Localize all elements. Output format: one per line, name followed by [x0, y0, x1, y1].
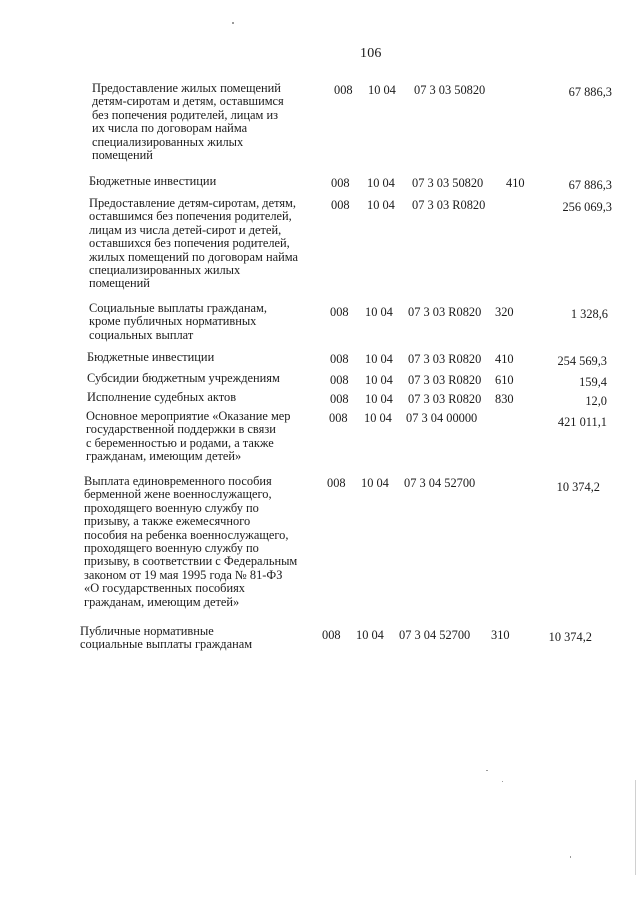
expense-type-code: 410 — [506, 176, 525, 190]
section-code: 10 04 — [365, 305, 393, 319]
row-description: Бюджетные инвестиции — [89, 174, 217, 188]
amount: 254 569,3 — [557, 354, 607, 368]
target-code: 07 3 03 50820 — [412, 176, 484, 190]
section-code: 10 04 — [356, 628, 384, 642]
ministry-code: 008 — [330, 352, 349, 366]
row-description: Предоставление детям-сиротам, детям, оставшимся без попечения родителей, лицам из числа детей-сирот и детей, оставшихся без попечения родителей, жилых помещений по договорам найма специализированных жилых помещений — [89, 196, 298, 291]
row-description: Исполнение судебных актов — [87, 390, 237, 404]
target-code: 07 3 03 R0820 — [408, 305, 482, 319]
ministry-code: 008 — [330, 392, 349, 406]
ministry-code: 008 — [331, 176, 350, 190]
scan-speck — [232, 22, 234, 24]
amount: 159,4 — [579, 375, 607, 389]
row-description: Бюджетные инвестиции — [87, 350, 215, 364]
ministry-code: 008 — [327, 476, 346, 490]
row-description: Субсидии бюджетным учреждениям — [87, 371, 280, 385]
scan-speck — [486, 770, 488, 771]
amount: 67 886,3 — [568, 85, 612, 99]
section-code: 10 04 — [365, 352, 393, 366]
row-description: Социальные выплаты гражданам, кроме публичных нормативных социальных выплат — [89, 301, 267, 342]
amount: 12,0 — [585, 394, 607, 408]
amount: 256 069,3 — [562, 200, 612, 214]
page-number: 106 — [360, 46, 382, 61]
target-code: 07 3 04 00000 — [406, 411, 478, 425]
section-code: 10 04 — [365, 373, 393, 387]
section-code: 10 04 — [367, 176, 395, 190]
expense-type-code: 610 — [495, 373, 514, 387]
expense-type-code: 320 — [495, 305, 514, 319]
scan-speck — [502, 781, 503, 782]
expense-type-code: 830 — [495, 392, 514, 406]
target-code: 07 3 04 52700 — [404, 476, 476, 490]
target-code: 07 3 03 50820 — [414, 83, 486, 97]
row-description: Предоставление жилых помещений детям-сиротам и детям, оставшимся без попечения родителей, лицам из их числа по договорам найма специализированных жилых помещений — [92, 81, 284, 163]
section-code: 10 04 — [361, 476, 389, 490]
target-code: 07 3 03 R0820 — [408, 392, 482, 406]
ministry-code: 008 — [334, 83, 353, 97]
row-description: Основное мероприятие «Оказание мер государственной поддержки в связи с беременностью и родами, а также гражданам, имеющим детей» — [86, 409, 291, 464]
amount: 1 328,6 — [570, 307, 608, 321]
ministry-code: 008 — [330, 305, 349, 319]
ministry-code: 008 — [329, 411, 348, 425]
amount: 10 374,2 — [548, 630, 592, 644]
ministry-code: 008 — [331, 198, 350, 212]
target-code: 07 3 03 R0820 — [408, 373, 482, 387]
ministry-code: 008 — [330, 373, 349, 387]
section-code: 10 04 — [365, 392, 393, 406]
amount: 421 011,1 — [557, 415, 607, 429]
expense-type-code: 410 — [495, 352, 514, 366]
section-code: 10 04 — [368, 83, 396, 97]
target-code: 07 3 04 52700 — [399, 628, 471, 642]
section-code: 10 04 — [364, 411, 392, 425]
target-code: 07 3 03 R0820 — [408, 352, 482, 366]
scan-edge-mark — [635, 780, 636, 875]
row-description: Выплата единовременного пособия берменной жене военнослужащего, проходящего военную службу по призыву, а также ежемесячного пособия на ребенка военнослужащего, проходящего военную службу по призыву, в соответствии с Федеральным законом от 19 мая 1995 года № 81-ФЗ «О государственных пособиях гражданам, имеющим детей» — [84, 474, 298, 609]
row-description: Публичные нормативные социальные выплаты гражданам — [80, 624, 253, 652]
scan-speck — [570, 856, 571, 858]
amount: 67 886,3 — [568, 178, 612, 192]
expense-type-code: 310 — [491, 628, 510, 642]
target-code: 07 3 03 R0820 — [412, 198, 486, 212]
amount: 10 374,2 — [556, 480, 600, 494]
ministry-code: 008 — [322, 628, 341, 642]
section-code: 10 04 — [367, 198, 395, 212]
